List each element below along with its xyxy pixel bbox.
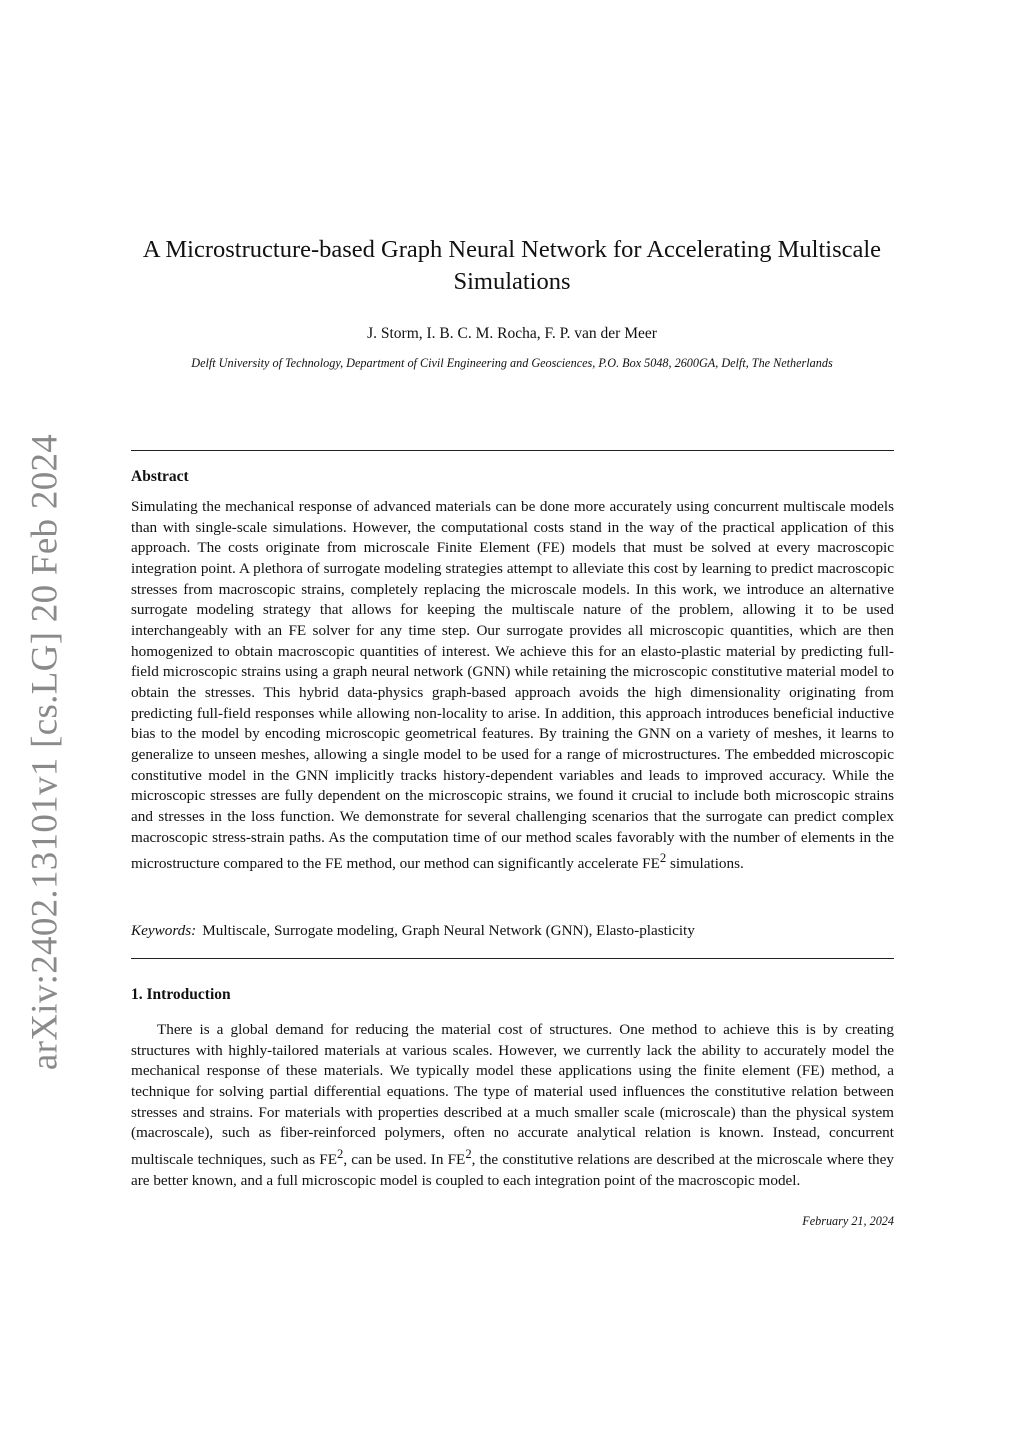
intro-superscript-1: 2: [337, 1146, 344, 1161]
intro-superscript-2: 2: [465, 1146, 472, 1161]
introduction-paragraph: [131, 1020, 894, 1191]
intro-text-part1: There is a global demand for reducing the material cost of structures. One method to achieve this is by creating structures with highly-tailored materials at various scales. However, we currently lack the ability to accurately model the mechanical response of these materials. We typically model these applications using the finite element (FE) method, a technique for solving partial differential equations. The type of material used influences the constitutive relation between stresses and strains. For materials with properties described at a much smaller scale (microscale) than the physical system (macroscale), such as fiber-reinforced polymers, often no accurate analytical relation is known. Instead, concurrent multiscale techniques, such as FE: [131, 1021, 894, 1168]
keywords-values: Multiscale, Surrogate modeling, Graph Neural Network (GNN), Elasto-plasticity: [202, 922, 695, 939]
introduction-heading: 1. Introduction: [131, 986, 231, 1003]
abstract-text-main: Simulating the mechanical response of advanced materials can be done more accurately using concurrent multiscale models than with single-scale simulations. However, the computational costs stand in the way of the practical application of this approach. The costs originate from microscale Finite Element (FE) models that must be solved at every macroscopic integration point. A plethora of surrogate modeling strategies attempt to alleviate this cost by learning to predict macroscopic stresses from macroscopic strains, completely replacing the microscale models. In this work, we introduce an alternative surrogate modeling strategy that allows for keeping the multiscale nature of the problem, allowing it to be used interchangeably with an FE solver for any time step. Our surrogate provides all microscopic quantities, which are then homogenized to obtain macroscopic quantities of interest. We achieve this for an elasto-plastic material by predicting full-field microscopic strains using a graph neural network (GNN) while retaining the microscopic constitutive material model to obtain the stresses. This hybrid data-physics graph-based approach avoids the high dimensionality originating from predicting full-field responses while allowing non-locality to arise. In addition, this approach introduces beneficial inductive bias to the model by encoding microscopic geometrical features. By training the GNN on a variety of meshes, it learns to generalize to unseen meshes, allowing a single model to be used for a range of microstructures. The embedded microscopic constitutive model in the GNN implicitly tracks history-dependent variables and leads to improved accuracy. While the microscopic stresses are fully dependent on the microscopic strains, we found it crucial to include both microscopic strains and stresses in the loss function. We demonstrate for several challenging scenarios that the surrogate can predict complex macroscopic stress-strain paths. As the computation time of our method scales favorably with the number of elements in the microstructure compared to the FE method, our method can significantly accelerate FE: [131, 498, 894, 873]
keywords-line: [131, 922, 894, 940]
abstract-text-end: simulations.: [666, 855, 744, 873]
abstract-top-rule: [131, 450, 894, 451]
abstract-bottom-rule: [131, 958, 894, 959]
abstract-superscript: 2: [659, 851, 667, 866]
intro-text-part2: , can be used. In FE: [343, 1151, 466, 1168]
keywords-label: Keywords:: [131, 922, 197, 939]
abstract-text: [131, 497, 894, 875]
author-affiliation: Delft University of Technology, Department of Civil Engineering and Geosciences, P.O. Box 5048, 2600GA, Delft, The Netherlands: [191, 356, 833, 370]
author-list: J. Storm, I. B. C. M. Rocha, F. P. van der Meer: [367, 325, 657, 342]
abstract-heading: Abstract: [131, 468, 189, 485]
preprint-date: February 21, 2024: [802, 1214, 894, 1228]
intro-text-part3: , the constitutive relations are described at the microscale where they are better known, and a full microscopic model is coupled to each integration point of the macroscopic model.: [131, 1151, 894, 1189]
paper-title: A Microstructure-based Graph Neural Network for Accelerating Multiscale Simulations: [142, 236, 882, 295]
arxiv-identifier: arXiv:2402.13101v1 [cs.LG] 20 Feb 2024: [24, 433, 66, 1071]
arxiv-sidebar: [0, 0, 100, 1448]
